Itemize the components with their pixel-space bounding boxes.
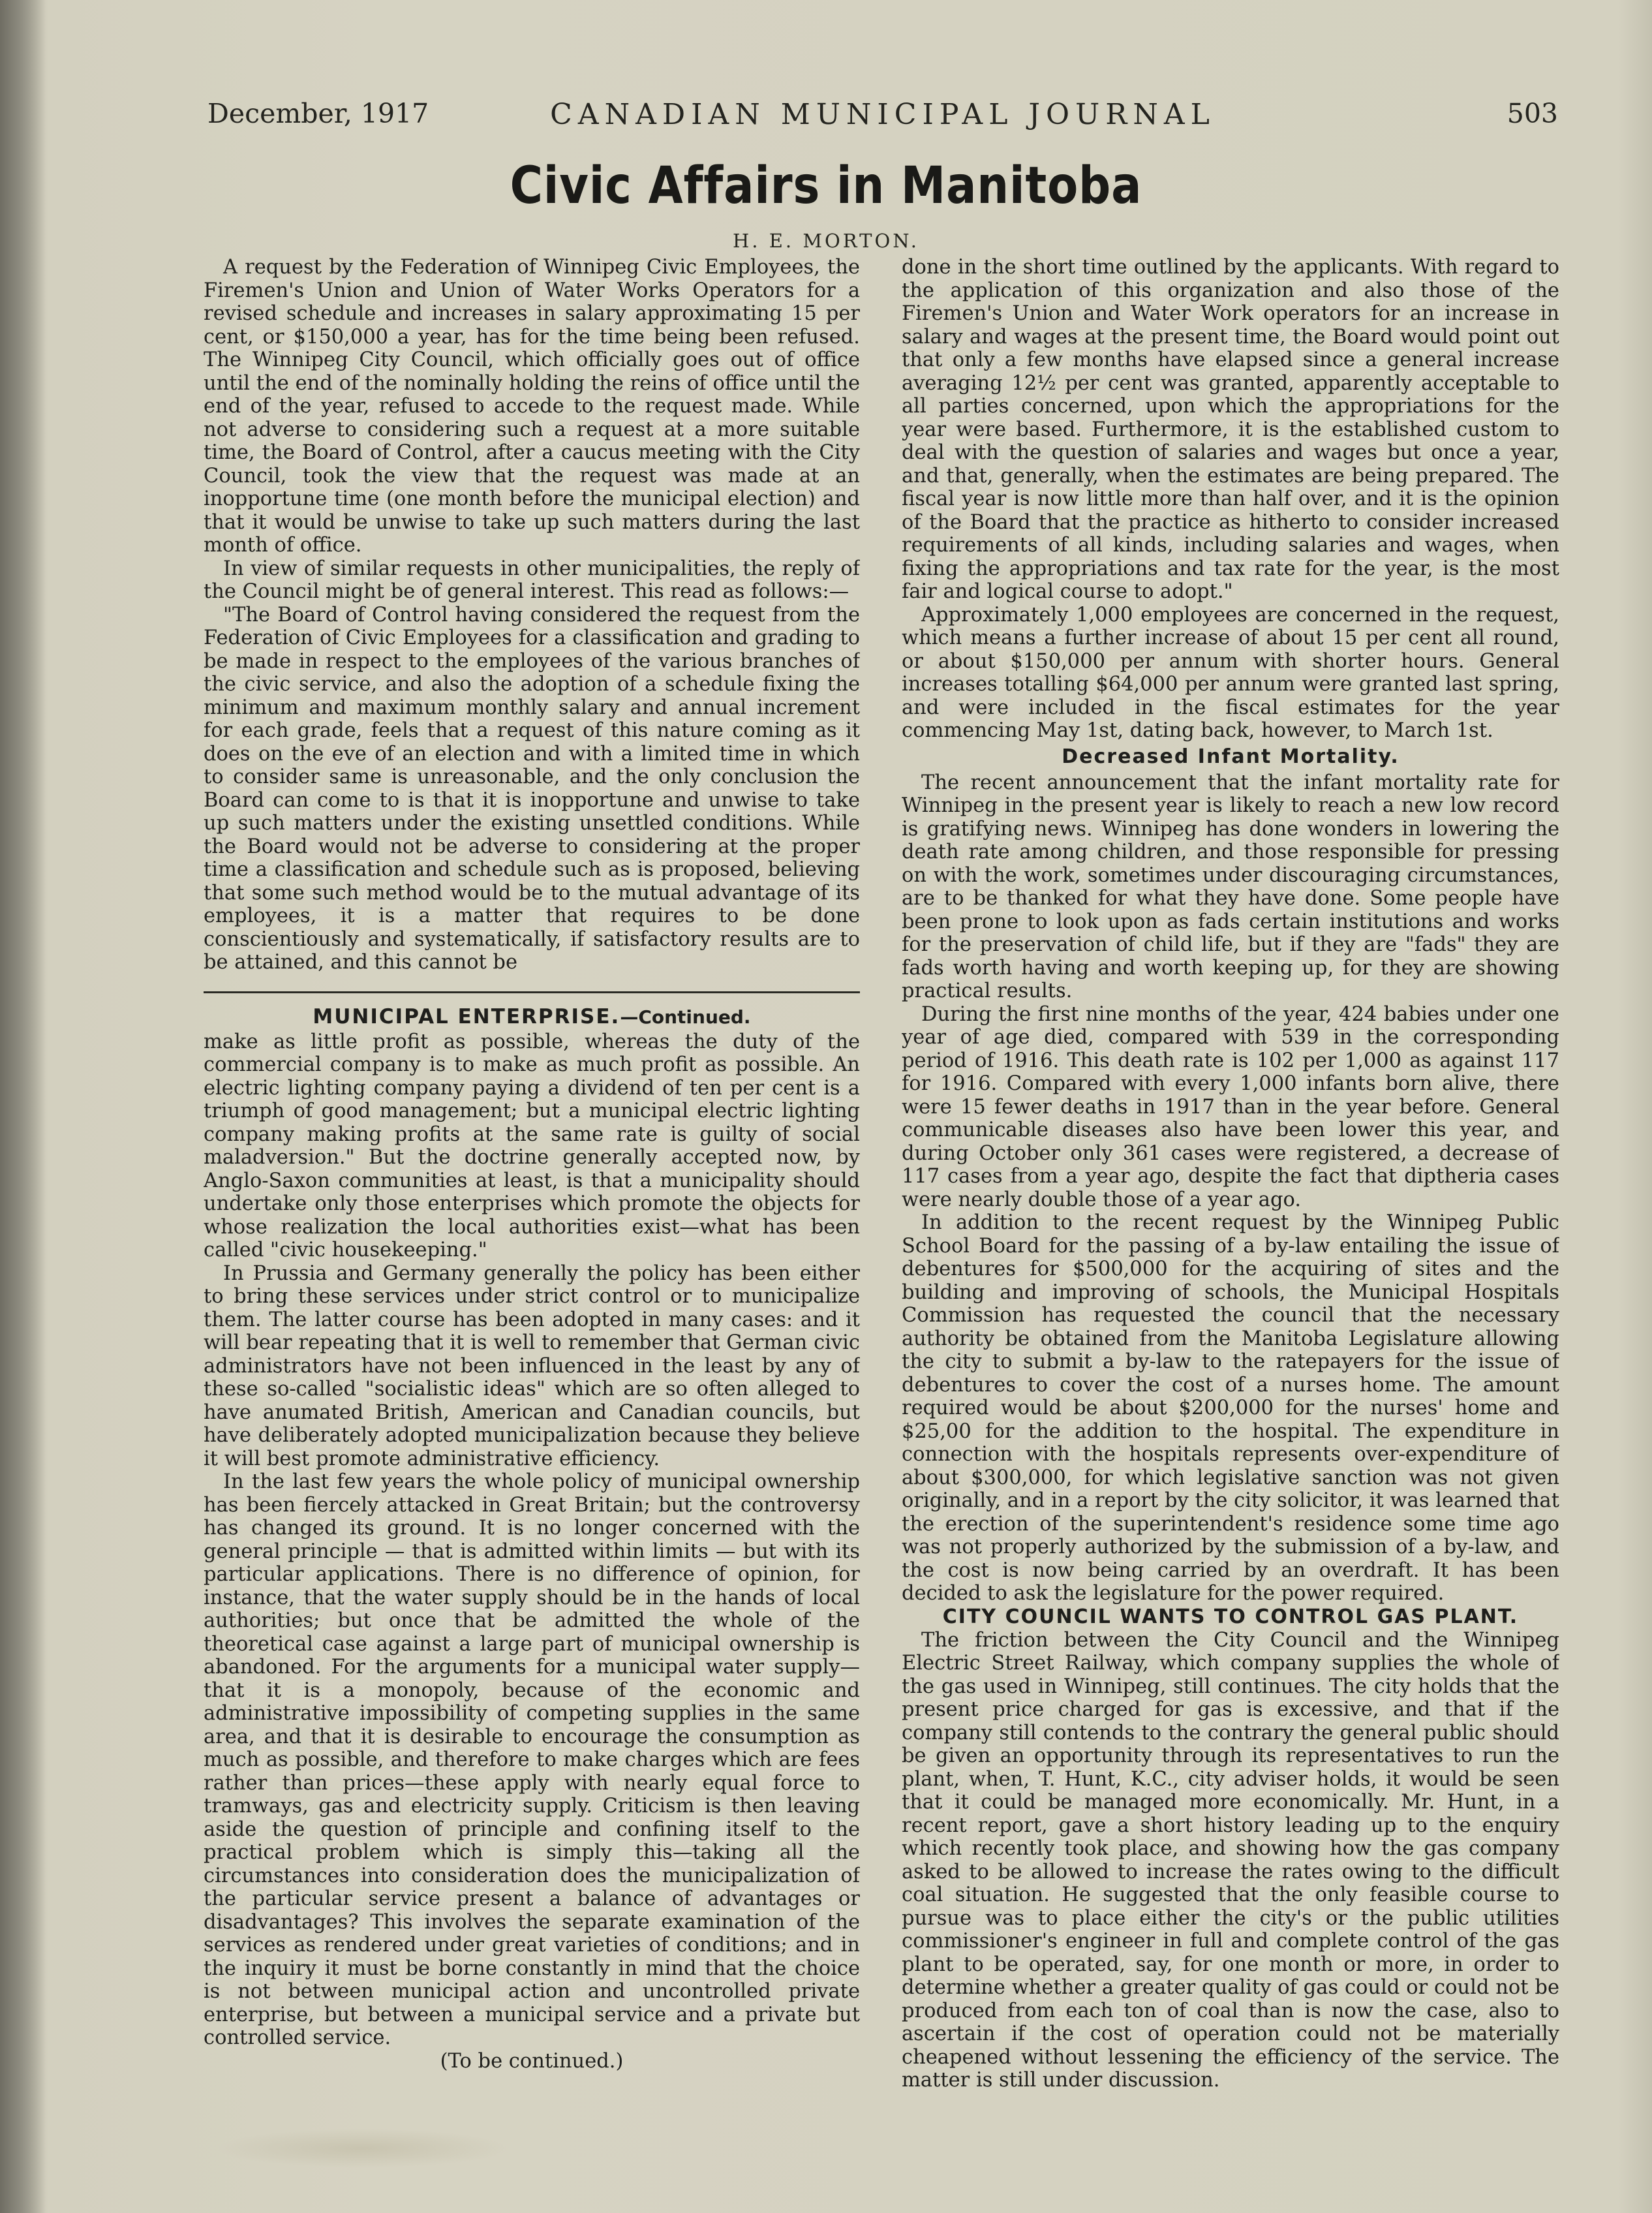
paragraph: In the last few years the whole policy of municipal ownership has been fiercely attacked in Great Britain; but the controversy has changed its ground. It is no longer concerned with the general principle — that is admitted within limits — but with its particular applications. There is no difference of opinion, for instance, that the water supply should be in the hands of local authorities; but once that be admitted the whole of the theoretical case against a large part of municipal ownership is abandoned. For the arguments for a municipal water supply—that it is a monopoly, because of the economic and administrative impossibility of competing supplies in the same area, and that it is desirable to encourage the consumption as much as possible, and therefore to make charges which are fees rather than prices—these apply with nearly equal force to tramways, gas and electricity supply. Criticism is then leaving aside the question of principle and confining itself to the practical problem which is simply this—taking all the circumstances into consideration does the municipalization of the particular service present a balance of advantages or disadvantages? This involves the separate examination of the services as rendered under great varieties of conditions; and in the inquiry it must be borne constantly in mind that the choice is not between municipal action and uncontrolled private enterprise, but between a municipal service and a private but controlled service. [204,1470,860,2049]
paragraph: During the first nine months of the year, 424 babies under one year of age died, compared with 539 in the corresponding period of 1916. This death rate is 102 per 1,000 as against 117 for 1916. Compared with every 1,000 infants born alive, there were 15 fewer deaths in 1917 than in the year before. General communicable diseases also have been lower this year, and during October only 361 cases were registered, a decrease of 117 cases from a year ago, despite the fact that diptheria cases were nearly double those of a year ago. [902,1002,1559,1211]
running-head [207,98,1558,144]
paragraph: A request by the Federation of Winnipeg Civic Employees, the Firemen's Union and Union of Water Works Operators for a revised schedule and increases in salary approximating 15 per cent, or $150,000 a year, has for the time being been refused. The Winnipeg City Council, which officially goes out of office until the end of the nominally holding the reins of office until the end of the year, refused to accede to the request made. While not adverse to considering such a request at a more suitable time, the Board of Control, after a caucus meeting with the City Council, took the view that the request was made at an inopportune time (one month before the municipal election) and that it would be unwise to take up such matters during the last month of office. [204,256,860,557]
paragraph: done in the short time outlined by the applicants. With regard to the application of this organization and also those of the Firemen's Union and Water Work operators for an increase in salary and wages at the present time, the Board would point out that only a few months have elapsed since a general increase averaging 12½ per cent was granted, apparently acceptable to all parties concerned, upon which the appropriations for the year were based. Furthermore, it is the established custom to deal with the question of salaries and wages but once a year, and that, generally, when the estimates are being prepared. The fiscal year is now little more than half over, and it is the opinion of the Board that the practice as hitherto to consider increased requirements of all kinds, including salaries and wages, when fixing the appropriations and tax rate for the year, is the most fair and logical course to adopt." [902,256,1559,603]
issue-date: December, 1917 [207,98,429,129]
continued-section-heading [204,1005,860,1029]
article-byline: H. E. MORTON. [733,230,919,252]
article-title: Civic Affairs in Manitoba [510,157,1142,215]
left-column [204,256,860,2194]
section-divider [204,991,860,993]
paragraph: Approximately 1,000 employees are concerned in the request, which means a further increase of about 15 per cent all round, or about $150,000 per annum with shorter hours. General increases totalling $64,000 per annum were granted last spring, and were included in the fiscal estimates for the year commencing May 1st, dating back, however, to March 1st. [902,603,1559,742]
paper-stain [215,2129,509,2168]
section-heading-infant-mortality: Decreased Infant Mortality. [1062,745,1400,768]
continued-heading-suffix: —Continued. [620,1006,751,1028]
right-column [902,256,1559,2194]
to-be-continued-note: (To be continued.) [440,2049,624,2073]
paragraph: "The Board of Control having considered the request from the Federation of Civic Employees for a classification and grading to be made in respect to the employees of the various branches of the civic service, and also the adoption of a schedule fixing the minimum and maximum monthly salary and annual increment for each grade, feels that a request of this nature coming as it does on the eve of an election and with a limited time in which to consider same is unreasonable, and the only conclusion the Board can come to is that it is inopportune and unwise to take up such matters under the existing unsettled conditions. While the Board would not be adverse to considering at the proper time a classification and schedule such as is proposed, believing that some such method would be to the mutual advantage of its employees, it is a matter that requires to be done conscientiously and systematically, if satisfactory results are to be attained, and this cannot be [204,603,860,974]
paragraph: The recent announcement that the infant mortality rate for Winnipeg in the present year is likely to reach a new low record is gratifying news. Winnipeg has done wonders in lowering the death rate among children, and those responsible for pressing on with the work, sometimes under discouraging circumstances, are to be thanked for what they have done. Some people have been prone to look upon as fads certain institutions and works for the preservation of child life, but if they are "fads" they are fads worth having and worth keeping up, for they are showing practical results. [902,771,1559,1002]
section-heading-gas-plant: CITY COUNCIL WANTS TO CONTROL GAS PLANT. [942,1605,1519,1628]
journal-name: CANADIAN MUNICIPAL JOURNAL [550,98,1216,131]
paragraph: In view of similar requests in other municipalities, the reply of the Council might be of general interest. This read as follows:— [204,557,860,603]
paragraph: In Prussia and Germany generally the policy has been either to bring these services under strict control or to municipalize them. The latter course has been adopted in many cases: and it will bear repeating that it is well to remember that German civic administrators have not been influenced in the least by any of these so-called "socialistic ideas" which are so often alleged to have anumated British, American and Canadian councils, but have deliberately adopted municipalization because they believe it will best promote administrative efficiency. [204,1261,860,1470]
paragraph: In addition to the recent request by the Winnipeg Public School Board for the passing of a by-law entailing the issue of debentures for $500,000 for the acquiring of sites and the building and improving of schools, the Municipal Hospitals Commission has requested the council that the necessary authority be obtained from the Manitoba Legislature allowing the city to submit a by-law to the ratepayers for the issue of debentures to cover the cost of a nurses home. The amount required would be about $200,000 for the nurses' home and $25,00 for the addition to the hospital. The expenditure in connection with the hospitals represents over-expenditure of about $300,000, for which legislative sanction was not given originally, and in a report by the city solicitor, it was learned that the erection of the superintendent's residence some time ago was not properly authorized by the submission of a by-law, and the cost is now being carried by an overdraft. It has been decided to ask the legislature for the power required. [902,1211,1559,1605]
paragraph: The friction between the City Council and the Winnipeg Electric Street Railway, which company supplies the whole of the gas used in Winnipeg, still continues. The city holds that the present price charged for gas is excessive, and that if the company still contends to the contrary the general public should be given an opportunity through its representatives to run the plant, when, T. Hunt, K.C., city adviser holds, it would be seen that it could be managed more economically. Mr. Hunt, in a recent report, gave a short history leading up to the enquiry which recently took place, and showing how the gas company asked to be allowed to increase the rates owing to the difficult coal situation. He suggested that the only feasible course to pursue was to place either the city's or the public utilities commissioner's engineer in full and complete control of the gas plant to be operated, say, for one month or more, in order to determine whether a greater quality of gas could or could not be produced from each ton of coal than is now the case, also to ascertain if the cost of operation could not be materially cheapened without lessening the efficiency of the service. The matter is still under discussion. [902,1628,1559,2092]
paragraph: make as little profit as possible, whereas the duty of the commercial company is to make as much profit as possible. An electric lighting company paying a dividend of ten per cent is a triumph of good management; but a municipal electric lighting company making profits at the same rate is guilty of social maladversion." But the doctrine generally accepted now, by Anglo-Saxon communities at least, is that a municipality should undertake only those enterprises which promote the objects for whose realization the local authorities exist—what has been called "civic housekeeping." [204,1030,860,1261]
continued-heading-title: MUNICIPAL ENTERPRISE. [313,1004,620,1029]
page-number: 503 [1507,98,1558,129]
binding-gutter [0,0,46,2213]
